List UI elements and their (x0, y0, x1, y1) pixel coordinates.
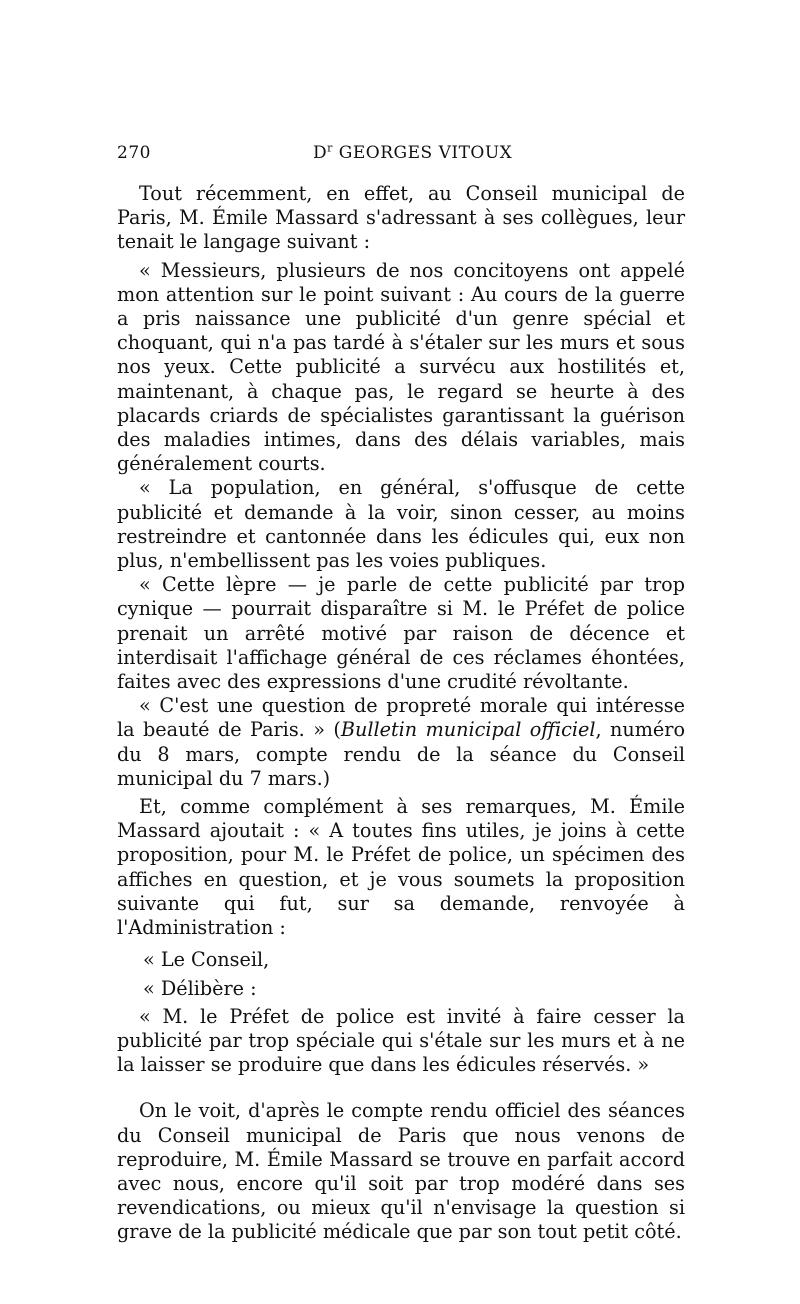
paragraph-quote-4 (117, 694, 685, 791)
title-prefix: D (313, 143, 328, 163)
paragraph-delibere: « Délibère : (143, 976, 257, 1000)
paragraph-quote-2: « La population, en général, s'offusque de cette publicité et demande à la voir, sinon cesser, au moins restreindre et cantonnée dans les édicules qui, eux non plus, n'embellissent pas les voies publiques. (117, 476, 685, 573)
paragraph-quote-1: « Messieurs, plusieurs de nos concitoyens ont appelé mon attention sur le point suivant : Au cours de la guerre a pris naissance une publicité d'un genre spécial et choquant, qui n'a pas tardé à s'étaler sur les murs et sous nos yeux. Cette publicité a survécu aux hostilités et, maintenant, à chaque pas, le regard se heurte à des placards criards de spécialistes garantissant la guérison des maladies intimes, dans des délais variables, mais généralement courts. (117, 258, 685, 476)
quote-4-start: « C'est une question de propreté morale qui intéresse la beauté de Paris. » ( (117, 694, 685, 742)
title-rest: GEORGES VITOUX (332, 143, 513, 163)
paragraph-conclusion: On le voit, d'après le compte rendu officiel des séances du Conseil municipal de Paris que nous venons de reproduire, M. Émile Massard se trouve en parfait accord avec nous, encore qu'il soit par trop modéré dans ses revendications, ou mieux qu'il n'envisage la question si grave de la publicité médicale que par son tout petit côté. (117, 1099, 685, 1244)
bulletin-title: Bulletin municipal officiel (340, 718, 596, 742)
title-superscript: r (327, 141, 333, 155)
page-number: 270 (117, 143, 151, 163)
paragraph-conseil: « Le Conseil, (143, 948, 270, 972)
paragraph-resolution: « M. le Préfet de police est invité à faire cesser la publicité par trop spéciale qui s'étale sur les murs et à ne la laisser se produire que dans les édicules réservés. » (117, 1004, 685, 1077)
running-title (313, 143, 512, 163)
running-header (117, 143, 685, 167)
paragraph-quote-3: « Cette lèpre — je parle de cette publicité par trop cynique — pourrait disparaître si M. le Préfet de police prenait un arrêté motivé par raison de décence et interdisait l'affichage général de ces réclames éhontées, faites avec des expressions d'une crudité révoltante. (117, 573, 685, 694)
body-text (117, 182, 685, 1245)
quote-4-end: , numéro du 8 mars, compte rendu de la séance du Conseil municipal du 7 mars.) (117, 718, 685, 790)
paragraph-intro: Tout récemment, en effet, au Conseil municipal de Paris, M. Émile Massard s'adressant à ses collègues, leur tenait le langage suivant : (117, 182, 685, 254)
paragraph-complement: Et, comme complément à ses remarques, M. Émile Massard ajoutait : « A toutes fins utiles, je joins à cette proposition, pour M. le Préfet de police, un spécimen des affiches en question, et je vous soumets la proposition suivante qui fut, sur sa demande, renvoyée à l'Administration : (117, 795, 685, 940)
